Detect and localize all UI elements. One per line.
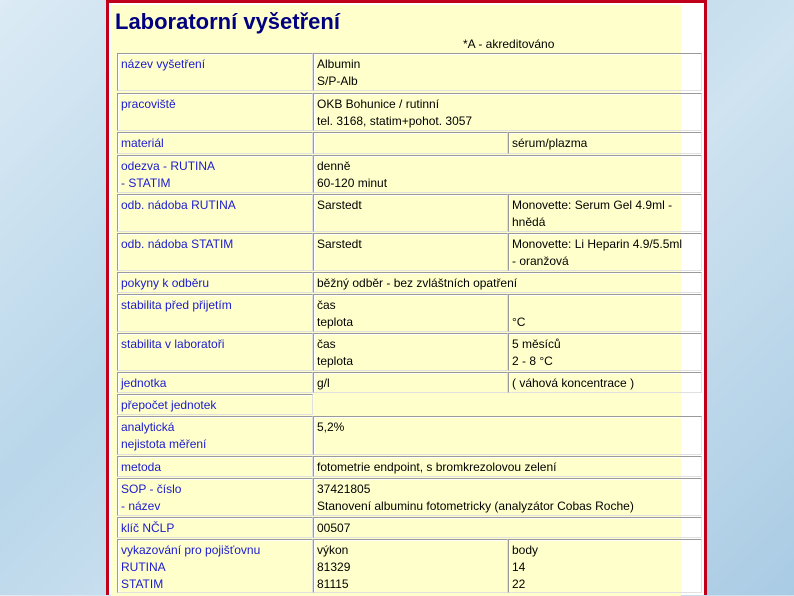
row-value-extra-line: °C (512, 315, 526, 329)
row-value-line: teplota (317, 315, 354, 329)
row-value (313, 372, 508, 393)
row-value-line: OKB Bohunice / rutinní (317, 97, 440, 111)
row-value-line: 5,2% (317, 420, 345, 434)
row-value-extra-line: Monovette: Serum Gel 4.9ml - (512, 198, 673, 212)
row-value-extra-line: ( váhová koncentrace ) (512, 376, 635, 390)
row-label-line: jednotka (121, 376, 167, 390)
row-value-line: čas (317, 337, 336, 351)
row-label (117, 233, 313, 271)
row-value (313, 132, 508, 154)
row-value (313, 539, 508, 593)
row-label (117, 394, 313, 415)
row-label-line: - STATIM (121, 176, 171, 190)
row-label-line: odb. nádoba STATIM (121, 237, 234, 251)
row-value-line: Albumin (317, 57, 361, 71)
row-value-line: 00507 (317, 521, 351, 535)
row-value-line: g/l (317, 376, 330, 390)
row-label-line: odezva - RUTINA (121, 159, 216, 173)
row-label-line: materiál (121, 136, 164, 150)
row-value-extra-line: - oranžová (512, 254, 569, 268)
row-label-line: RUTINA (121, 560, 166, 574)
row-value-line: výkon (317, 543, 349, 557)
row-value-extra (508, 132, 702, 154)
row-value-extra-line: hnědá (512, 215, 546, 229)
row-label-line: SOP - číslo (121, 482, 182, 496)
row-value (313, 294, 508, 332)
row-value-extra-line: Monovette: Li Heparin 4.9/5.5ml (512, 237, 683, 251)
row-value-extra (508, 539, 702, 593)
row-label-line: nejistota měření (121, 437, 207, 451)
row-value (313, 93, 702, 131)
row-value-line: čas (317, 298, 336, 312)
row-label (117, 517, 313, 538)
row-value-extra (508, 294, 702, 332)
page-title: Laboratorní vyšetření (115, 9, 340, 34)
row-label-line: klíč NČLP (121, 521, 175, 535)
row-label-line: pracoviště (121, 97, 176, 111)
row-value-extra-line: sérum/plazma (512, 136, 588, 150)
row-label-line: metoda (121, 460, 162, 474)
row-value (313, 333, 508, 371)
row-label (117, 416, 313, 455)
row-label (117, 53, 313, 91)
row-label-line: stabilita v laboratoři (121, 337, 225, 351)
row-value-extra-line (512, 297, 698, 314)
row-value-line: Sarstedt (317, 198, 362, 212)
row-value-line: teplota (317, 354, 354, 368)
row-label (117, 93, 313, 131)
row-label-line: analytická (121, 420, 175, 434)
row-value (313, 517, 702, 538)
row-value-line: denně (317, 159, 351, 173)
row-value-line: tel. 3168, statim+pohot. 3057 (317, 114, 473, 128)
row-value (313, 478, 702, 516)
accreditation-note: *A - akreditováno (463, 37, 555, 51)
row-label-line: přepočet jednotek (121, 398, 217, 412)
row-label-line: název vyšetření (121, 57, 206, 71)
row-label-line: - název (121, 499, 161, 513)
row-value (313, 456, 702, 477)
row-label (117, 372, 313, 393)
row-value (313, 272, 702, 293)
row-label (117, 272, 313, 293)
row-label (117, 456, 313, 477)
row-label (117, 294, 313, 332)
document-frame (106, 0, 707, 595)
row-value-extra-line: 5 měsíců (512, 337, 561, 351)
row-label-line: stabilita před přijetím (121, 298, 232, 312)
row-label (117, 539, 313, 593)
row-value-line: 37421805 (317, 482, 371, 496)
row-label (117, 333, 313, 371)
row-value (313, 155, 702, 193)
row-value-line: běžný odběr - bez zvláštních opatření (317, 276, 518, 290)
row-value-extra (508, 194, 702, 232)
row-value-extra-line: 22 (512, 577, 526, 591)
row-value (313, 233, 508, 271)
row-label (117, 132, 313, 154)
row-value (313, 194, 508, 232)
row-label (117, 155, 313, 193)
row-value-line: Sarstedt (317, 237, 362, 251)
row-value-extra-line: 2 - 8 °C (512, 354, 553, 368)
row-value-extra-line: 14 (512, 560, 526, 574)
row-label (117, 478, 313, 516)
row-label-line: odb. nádoba RUTINA (121, 198, 236, 212)
row-value-extra-line: body (512, 543, 539, 557)
row-value (313, 53, 702, 91)
row-label-line: STATIM (121, 577, 164, 591)
row-value-line: Stanovení albuminu fotometricky (analyzátor Cobas Roche) (317, 499, 634, 513)
document-sheet (111, 5, 681, 596)
row-value (313, 416, 702, 455)
row-value-line: fotometrie endpoint, s bromkrezolovou zelení (317, 460, 557, 474)
row-label (117, 194, 313, 232)
row-value-line: 60-120 minut (317, 176, 388, 190)
row-value-line: 81329 (317, 560, 351, 574)
row-value-extra (508, 333, 702, 371)
row-value-line: S/P-Alb (317, 74, 358, 88)
row-value-line: 81115 (317, 577, 349, 591)
row-label-line: vykazování pro pojišťovnu (121, 543, 261, 557)
row-value-extra (508, 233, 702, 271)
row-label-line: pokyny k odběru (121, 276, 210, 290)
row-value-extra (508, 372, 702, 393)
